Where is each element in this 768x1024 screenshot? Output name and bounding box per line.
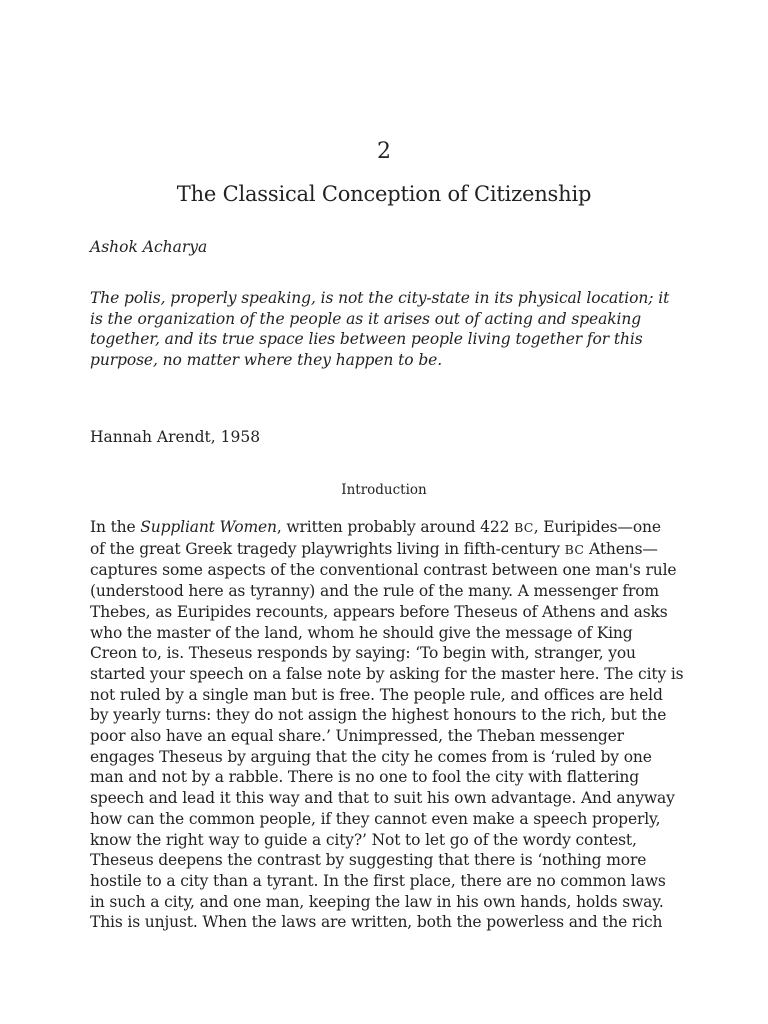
body-line: (understood here as tyranny) and the rule of the many. A messenger from bbox=[90, 582, 659, 601]
epigraph-line: purpose, no matter where they happen to be. bbox=[90, 350, 443, 369]
body-paragraph bbox=[90, 517, 690, 933]
body-line: started your speech on a false note by asking for the master here. The city is bbox=[90, 664, 684, 683]
epigraph-attribution: Hannah Arendt, 1958 bbox=[90, 428, 261, 446]
body-text-run: In the bbox=[90, 518, 141, 536]
body-line bbox=[90, 539, 690, 561]
body-line: man and not by a rabble. There is no one to fool the city with flattering bbox=[90, 768, 640, 787]
era-abbreviation: BC bbox=[564, 541, 585, 557]
body-line: hostile to a city than a tyrant. In the first place, there are no common laws bbox=[90, 871, 666, 890]
body-line bbox=[90, 517, 690, 539]
body-line: engages Theseus by arguing that the city he comes from is ‘ruled by one bbox=[90, 747, 652, 766]
body-text-run: , Euripides—one bbox=[533, 518, 661, 536]
chapter-title: The Classical Conception of Citizenship bbox=[176, 182, 592, 206]
body-line: Thebes, as Euripides recounts, appears before Theseus of Athens and asks bbox=[90, 602, 668, 621]
body-line: speech and lead it this way and that to suit his own advantage. And anyway bbox=[90, 789, 675, 808]
body-line: This is unjust. When the laws are written, both the powerless and the rich bbox=[90, 913, 663, 932]
body-line: by yearly turns: they do not assign the highest honours to the rich, but the bbox=[90, 706, 667, 725]
body-text-run: of the great Greek tragedy playwrights living in fifth-century bbox=[90, 539, 565, 558]
body-line: poor also have an equal share.’ Unimpressed, the Theban messenger bbox=[90, 727, 624, 746]
epigraph-line: together, and its true space lies between people living together for this bbox=[90, 330, 643, 348]
epigraph-line: is the organization of the people as it arises out of acting and speaking bbox=[90, 309, 642, 328]
work-title: Suppliant Women bbox=[140, 518, 277, 536]
section-heading: Introduction bbox=[341, 482, 427, 498]
body-line: know the right way to guide a city?’ Not to let go of the wordy contest, bbox=[90, 830, 637, 849]
epigraph-line: The polis, properly speaking, is not the city-state in its physical location; it bbox=[90, 289, 670, 307]
epigraph bbox=[90, 288, 690, 370]
body-line: Creon to, is. Theseus responds by saying: ‘To begin with, stranger, you bbox=[90, 644, 636, 663]
body-line: who the master of the land, whom he should give the message of King bbox=[90, 623, 633, 642]
body-line: in such a city, and one man, keeping the law in his own hands, holds sway. bbox=[90, 892, 664, 911]
body-line: not ruled by a single man but is free. The people rule, and offices are held bbox=[90, 685, 663, 704]
body-text-run: Athens— bbox=[584, 539, 658, 558]
body-line: Theseus deepens the contrast by suggesting that there is ‘nothing more bbox=[90, 851, 647, 870]
body-line: how can the common people, if they cannot even make a speech properly, bbox=[90, 809, 661, 828]
chapter-author: Ashok Acharya bbox=[90, 238, 208, 256]
chapter-number: 2 bbox=[377, 139, 391, 164]
body-text-run: , written probably around 422 bbox=[276, 518, 515, 536]
body-line: captures some aspects of the conventional contrast between one man's rule bbox=[90, 561, 677, 580]
era-abbreviation: BC bbox=[514, 520, 534, 535]
